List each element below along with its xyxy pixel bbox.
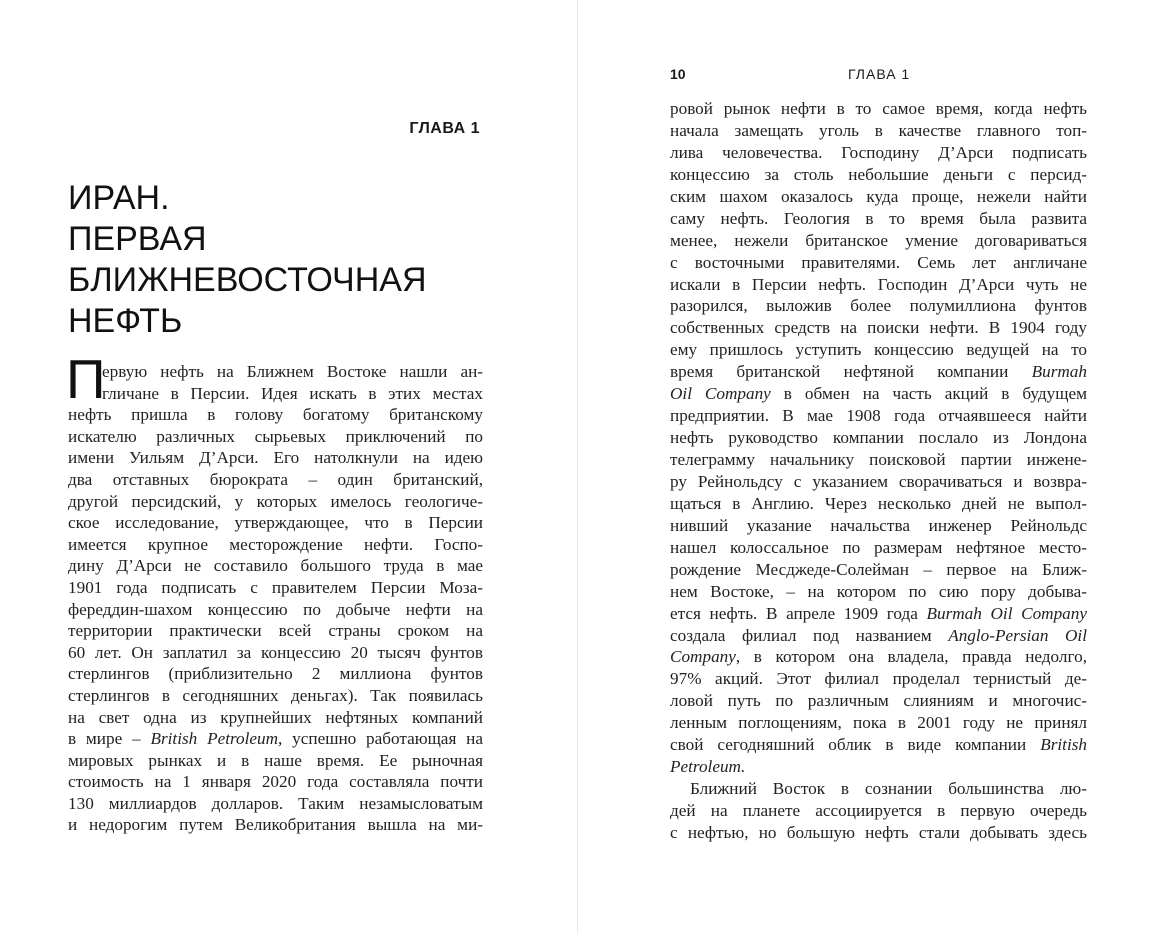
- text-line: Ближний Восток в сознании большинства лю-: [690, 779, 1087, 799]
- text-segment: создала филиал под названием: [670, 625, 949, 645]
- italic-text: Company: [670, 647, 736, 667]
- text-line: с нефтью, но большую нефть стали добывать здесь: [670, 822, 1087, 842]
- text-line: саму нефть. Геология в то время была развита: [670, 208, 1087, 228]
- text-segment: , в котором она владела, правда недолго,: [735, 647, 1087, 667]
- text-line: начала замещать уголь в качестве главного топ-: [670, 120, 1087, 140]
- text-line: [670, 734, 1087, 756]
- right-page: [578, 0, 1155, 933]
- page-number: 10: [670, 66, 686, 82]
- text-line: нефть пришла в голову богатому британскому: [68, 405, 483, 425]
- text-line: нашел колоссальное по размерам нефтяное место-: [670, 537, 1087, 557]
- text-line: [670, 361, 1087, 383]
- text-line: концессию за столь небольшие деньги с персид-: [670, 164, 1087, 184]
- text-line: [670, 383, 1087, 405]
- italic-text: British Petroleum,: [150, 729, 283, 749]
- italic-text: Burmah Oil Company: [926, 603, 1087, 623]
- text-line: предприятии. В мае 1908 года отчаявшееся найти: [670, 406, 1087, 426]
- text-line: дину Д’Арси не составило большого труда в мае: [68, 556, 483, 576]
- text-line: [68, 728, 483, 750]
- text-line: ловой путь по различным слияниям и многочис-: [670, 691, 1087, 711]
- text-line: [670, 756, 1087, 778]
- text-line: стоимость на 1 января 2020 года составляла почти: [68, 772, 483, 792]
- text-line: имеется крупное месторождение нефти. Госпо-: [68, 534, 483, 554]
- text-segment: успешно работающая на: [282, 729, 483, 749]
- italic-text: Burmah: [1031, 362, 1087, 382]
- chapter-title-line: НЕФТЬ: [68, 302, 183, 340]
- text-line: гличане в Персии. Идея искать в этих местах: [102, 383, 483, 403]
- text-line: менее, нежели британское умение договариваться: [670, 230, 1087, 250]
- text-line: искателю различных сырьевых приключений по: [68, 426, 483, 446]
- text-line: ское исследование, утверждающее, что в Персии: [68, 513, 483, 533]
- text-line: [670, 646, 1087, 668]
- text-segment: в мире –: [68, 729, 151, 749]
- text-segment: время британской нефтяной компании: [670, 362, 1032, 382]
- text-line: ровой рынок нефти в то самое время, когда нефть: [670, 99, 1087, 118]
- text-line: нефть руководство компании послало из Лондона: [670, 428, 1087, 448]
- text-line: искали в Персии нефть. Господин Д’Арси чуть не: [670, 274, 1087, 294]
- text-line: лива человечества. Господину Д’Арси подписать: [670, 142, 1087, 162]
- text-line: рождение Месджеде-Солейман – первое на Ближ-: [670, 559, 1087, 579]
- text-line: ским шахом оказалось куда проще, нежели найти: [670, 186, 1087, 206]
- text-line: собственных средств на поиски нефти. В 1904 году: [670, 318, 1087, 338]
- text-line: ему пришлось уступить концессию ведущей на то: [670, 340, 1087, 360]
- text-segment: ется нефть. В апреле 1909 года: [670, 603, 927, 623]
- chapter-title-line: ИРАН.: [68, 179, 170, 217]
- drop-cap: П: [66, 348, 106, 410]
- text-line: нем Востоке, – на котором по сию пору добыва-: [670, 581, 1087, 601]
- text-line: 60 лет. Он заплатил за концессию 20 тысяч фунтов: [68, 642, 483, 662]
- text-line: 130 миллиардов долларов. Таким незамысловатым: [68, 793, 483, 813]
- text-line: мировых рынках и в наше время. Ее рыночная: [68, 750, 483, 770]
- text-line: стерлингов (приблизительно 2 миллиона фунтов: [68, 664, 483, 684]
- text-line: фереддин-шахом концессию по добыче нефти на: [68, 599, 483, 619]
- chapter-title-line: БЛИЖНЕВОСТОЧНАЯ: [68, 261, 427, 299]
- chapter-title: [68, 178, 427, 342]
- text-line: с восточными правителями. Семь лет англичане: [670, 252, 1087, 272]
- text-line: [670, 625, 1087, 647]
- text-line: разорился, выложив более полумиллиона фунтов: [670, 296, 1087, 316]
- text-line: [670, 603, 1087, 625]
- text-line: два отставных бюрократа – один британский,: [68, 469, 483, 489]
- text-line: нивший указание начальства инженер Рейнольдс: [670, 515, 1087, 535]
- text-line: ленным поглощениям, пока в 2001 году не принял: [670, 713, 1087, 733]
- left-page: [0, 0, 577, 933]
- text-line: щаться в Англию. Через несколько дней не выпол-: [670, 493, 1087, 513]
- chapter-label: ГЛАВА 1: [409, 120, 480, 137]
- text-line: 97% акций. Этот филиал проделал тернистый де-: [670, 669, 1087, 689]
- text-line: 1901 года подписать с правителем Персии Моза-: [68, 577, 483, 597]
- text-line: ру Рейнольдсу с указанием сворачиваться и возвра-: [670, 471, 1087, 491]
- text-line: имени Уильям Д’Арси. Его натолкнули на идею: [68, 448, 483, 468]
- italic-text: Oil Company: [670, 384, 771, 404]
- body-text: [68, 361, 483, 836]
- body-text: [670, 98, 1087, 844]
- text-line: другой персидский, у которых имелось геологиче-: [68, 491, 483, 511]
- italic-text: British: [1040, 735, 1087, 755]
- text-line: телеграмму начальнику поисковой партии инжене-: [670, 450, 1087, 469]
- text-segment: свой сегодняшний облик в виде компании: [670, 735, 1041, 755]
- text-line: и недорогим путем Великобритания вышла на ми-: [68, 815, 483, 835]
- text-line: стерлингов в сегодняшних деньгах). Так появилась: [68, 685, 483, 705]
- italic-text: Petroleum.: [670, 757, 746, 777]
- running-head: ГЛАВА 1: [848, 66, 911, 82]
- text-line: ервую нефть на Ближнем Востоке нашли ан-: [102, 362, 483, 381]
- text-line: территории практически всей страны сроком на: [68, 621, 483, 641]
- text-segment: в обмен на часть акций в будущем: [770, 384, 1087, 404]
- italic-text: Anglo-Persian Oil: [948, 625, 1087, 645]
- text-line: на свет одна из крупнейших нефтяных компаний: [68, 707, 483, 727]
- chapter-title-line: ПЕРВАЯ: [68, 220, 207, 258]
- text-line: дей на планете ассоциируется в первую очередь: [670, 801, 1087, 820]
